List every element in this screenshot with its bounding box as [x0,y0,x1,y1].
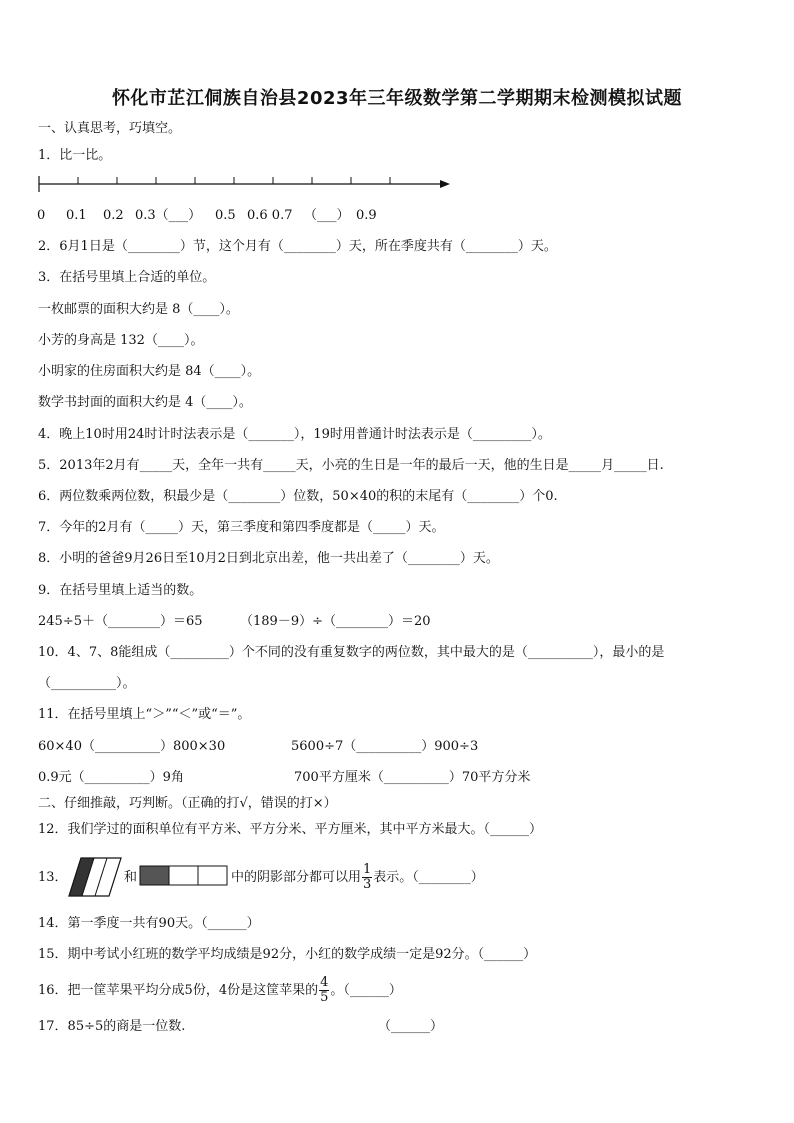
tick-label-9: 0.9 [356,208,377,223]
question-2: 2．6月1日是（________）节，这个月有（________）天，所在季度共有（________）天。 [38,239,557,254]
question-3-line-2: 小芳的身高是 132（____）。 [38,333,204,348]
number-line [38,172,458,198]
question-11-row2-right: 700平方厘米（__________）70平方分米 [294,770,531,785]
question-3: 3．在括号里填上合适的单位。 [38,270,216,285]
question-13-number: 13． [38,870,68,885]
question-15: 15．期中考试小红班的数学平均成绩是92分，小红的数学成绩一定是92分。（______） [38,947,537,962]
fraction-one-third [362,863,372,892]
question-13-and: 和 [124,870,138,885]
tick-label-6-7: 0.6 0.7 [247,208,293,223]
tick-label-5: 0.5 [215,208,236,223]
question-11-row1-right: 5600÷7（__________）900÷3 [291,739,479,754]
question-5: 5．2013年2月有_____天，全年一共有_____天，小亮的生日是一年的最后一天，他的生日是_____月_____日. [38,458,664,473]
fraction-numerator: 4 [320,975,329,990]
tick-label-3: 0.3（___） [135,208,202,223]
question-13-end: 表示。（________） [373,870,484,885]
question-16 [38,976,402,1005]
section-1-heading: 一、认真思考，巧填空。 [38,121,182,136]
arrow-icon [440,180,450,188]
question-3-line-3: 小明家的住房面积大约是 84（____）。 [38,364,261,379]
parallelogram-divider-1 [95,858,107,896]
question-9-right: （189－9）÷（________）＝20 [240,614,431,629]
bar-shaded-part [140,866,169,885]
question-16-post: 。（______） [330,983,402,998]
fraction-numerator: 1 [363,862,372,877]
question-4: 4．晚上10时用24时计时法表示是（_______），19时用普通计时法表示是（_________）。 [38,427,551,442]
question-3-line-4: 数学书封面的面积大约是 4（____）。 [38,395,252,410]
tick-label-1: 0.1 [66,208,87,223]
question-8: 8．小明的爸爸9月26日至10月2日到北京出差，他一共出差了（________）天。 [38,551,499,566]
fraction-four-fifths [319,976,329,1005]
fraction-denominator: 5 [320,990,329,1005]
parallelogram-shaded-part [69,858,94,896]
question-10: 10．4、7、8能组成（_________）个不同的没有重复数字的两位数，其中最大的是（__________），最小的是 [38,645,665,660]
question-9-left: 245÷5＋（________）＝65 [38,614,203,629]
question-11: 11．在括号里填上“＞”“＜”或“＝”。 [38,707,251,722]
question-3-line-1: 一枚邮票的面积大约是 8（____）。 [38,302,239,317]
tick-label-0: 0 [37,208,46,223]
question-6: 6．两位数乘两位数，积最少是（________）位数，50×40的积的末尾有（________）个0. [38,489,558,504]
shaded-bar-figure [139,865,229,887]
question-13-mid: 中的阴影部分都可以用 [231,870,362,885]
page-title: 怀化市芷江侗族自治县2023年三年级数学第二学期期末检测模拟试题 [111,88,683,109]
section-2-heading: 二、仔细推敲，巧判断。（正确的打√，错误的打×） [38,796,337,811]
question-14: 14．第一季度一共有90天。（______） [38,916,260,931]
question-9: 9．在括号里填上适当的数。 [38,583,203,598]
question-17: 17．85÷5的商是一位数. [38,1019,186,1034]
question-17-blank: （______） [378,1019,444,1034]
tick-label-8: （___） [304,208,350,223]
question-12: 12．我们学过的面积单位有平方米、平方分米、平方厘米，其中平方米最大。（______） [38,822,543,837]
question-13-text [231,863,484,892]
question-1: 1．比一比。 [38,148,112,163]
question-11-row1-left: 60×40（__________）800×30 [38,739,226,754]
question-16-pre: 16．把一筐苹果平均分成5份，4份是这筐苹果的 [38,983,319,998]
shaded-parallelogram-figure [67,856,123,898]
question-7: 7．今年的2月有（_____）天，第三季度和第四季度都是（_____）天。 [38,520,445,535]
question-11-row2-left: 0.9元（__________）9角 [38,770,184,785]
fraction-denominator: 3 [363,877,372,892]
question-10-cont: （__________）。 [38,676,136,691]
tick-label-2: 0.2 [103,208,124,223]
